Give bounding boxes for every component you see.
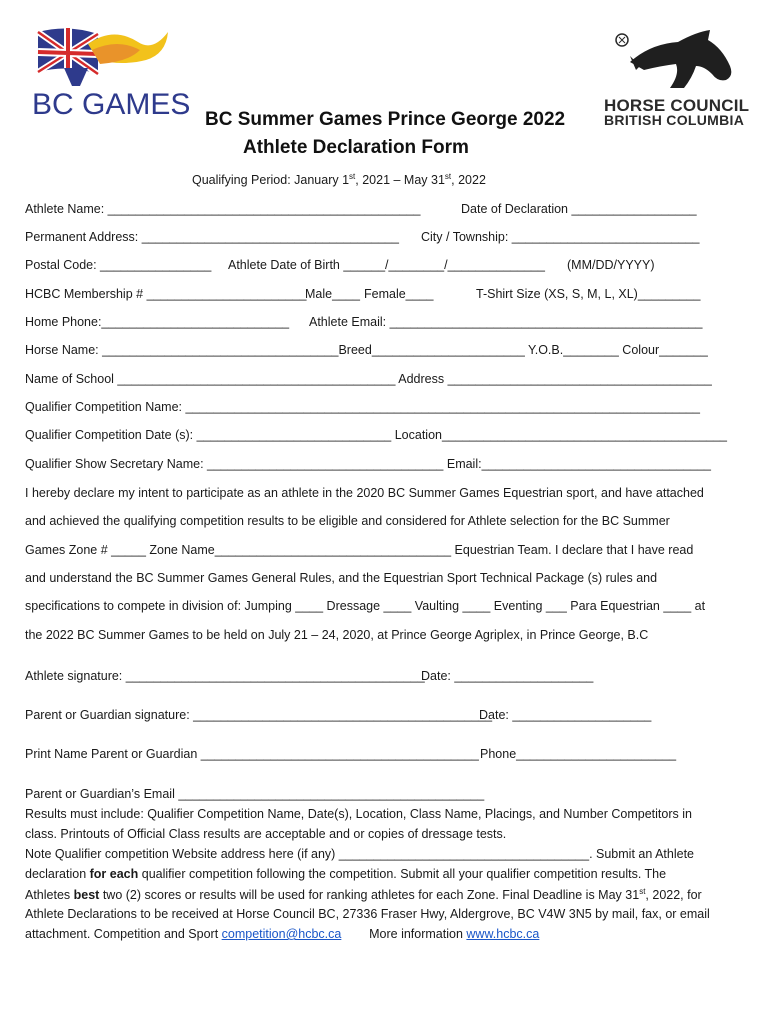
declaration-line: I hereby declare my intent to participate as an athlete in the 2020 BC Summer Games Equestrian sport, and have attached xyxy=(25,486,704,500)
parent-phone-field[interactable]: Phone_______________________ xyxy=(480,747,677,761)
city-township-field[interactable]: City / Township: ___________________________ xyxy=(421,230,700,244)
athlete-signature-date-field[interactable]: Date: ____________________ xyxy=(421,669,594,683)
athlete-email-field[interactable]: Athlete Email: _____________________________________________ xyxy=(309,315,703,329)
hcbc-name-line1: HORSE COUNCIL xyxy=(604,96,750,115)
notes-line: Results must include: Qualifier Competition Name, Date(s), Location, Class Name, Placings, and Number Competitors in xyxy=(25,807,692,821)
postal-code-field[interactable]: Postal Code: ________________ xyxy=(25,258,212,272)
print-name-parent-field[interactable]: Print Name Parent or Guardian ________________________________________ xyxy=(25,747,479,761)
parent-signature-date-field[interactable]: Date: ____________________ xyxy=(479,708,652,722)
notes-line: Athletes best two (2) scores or results will be used for ranking athletes for each Zone. Final Deadline is May 31st, 2022, for xyxy=(25,887,702,903)
declaration-division-line[interactable]: specifications to compete in division of: Jumping ____ Dressage ____ Vaulting ____ Eventing ___ Para Equestrian ____ at xyxy=(25,599,706,613)
female-checkbox-field[interactable]: Female____ xyxy=(364,287,434,301)
notes-line: class. Printouts of Official Class results are acceptable and or copies of dressage tests. xyxy=(25,827,507,841)
hcbc-website-link[interactable]: www.hcbc.ca xyxy=(466,927,540,941)
athlete-signature-field[interactable]: Athlete signature: ___________________________________________ xyxy=(25,669,425,683)
show-secretary-field[interactable]: Qualifier Show Secretary Name: __________________________________ Email:_________________________________ xyxy=(25,457,711,471)
tshirt-size-field[interactable]: T-Shirt Size (XS, S, M, L, XL)_________ xyxy=(476,287,701,301)
hcbc-membership-field[interactable]: HCBC Membership # _______________________ xyxy=(25,287,307,301)
athlete-dob-field[interactable]: Athlete Date of Birth ______/________/______________ xyxy=(228,258,545,272)
male-checkbox-field[interactable]: Male____ xyxy=(305,287,360,301)
horse-council-logo xyxy=(600,26,750,131)
horse-details-field[interactable]: Horse Name: __________________________________Breed______________________ Y.O.B.________ Colour_______ xyxy=(25,343,708,357)
horse-head-icon xyxy=(600,26,750,96)
parent-email-field[interactable]: Parent or Guardian’s Email ____________________________________________ xyxy=(25,787,485,801)
declaration-line: the 2022 BC Summer Games to be held on July 21 – 24, 2020, at Prince George Agriplex, in Prince George, B.C xyxy=(25,628,649,642)
qualifier-date-location-field[interactable]: Qualifier Competition Date (s): ____________________________ Location_________________________________________ xyxy=(25,428,728,442)
dob-format-hint: (MM/DD/YYYY) xyxy=(567,258,655,272)
date-of-declaration-field[interactable]: Date of Declaration __________________ xyxy=(461,202,697,216)
athlete-name-field[interactable]: Athlete Name: _____________________________________________ xyxy=(25,202,421,216)
form-subtitle: Athlete Declaration Form xyxy=(243,137,469,158)
form-title: BC Summer Games Prince George 2022 xyxy=(205,109,566,130)
website-address-field[interactable]: Note Qualifier competition Website address here (if any) ____________________________________. Submit an Athlete xyxy=(25,847,694,861)
notes-contact-line: attachment. Competition and Sport competition@hcbc.ca More information www.hcbc.ca xyxy=(25,927,540,941)
permanent-address-field[interactable]: Permanent Address: _____________________________________ xyxy=(25,230,399,244)
hcbc-name-line2: BRITISH COLUMBIA xyxy=(604,112,745,128)
declaration-zone-line[interactable]: Games Zone # _____ Zone Name__________________________________ Equestrian Team. I declare that I have read xyxy=(25,543,694,557)
qualifying-period: Qualifying Period: January 1st, 2021 – May 31st, 2022 xyxy=(192,172,486,188)
competition-email-link[interactable]: competition@hcbc.ca xyxy=(221,927,342,941)
parent-signature-field[interactable]: Parent or Guardian signature: ___________________________________________ xyxy=(25,708,493,722)
declaration-line: and understand the BC Summer Games General Rules, and the Equestrian Sport Technical Package (s) rules and xyxy=(25,571,658,585)
bc-games-wordmark: BC GAMES xyxy=(32,88,191,121)
home-phone-field[interactable]: Home Phone:___________________________ xyxy=(25,315,290,329)
school-address-field[interactable]: Name of School ________________________________________ Address ______________________________________ xyxy=(25,372,712,386)
notes-line: declaration for each qualifier competition following the competition. Submit all your qualifier competition results. The xyxy=(25,867,667,881)
qualifier-competition-name-field[interactable]: Qualifier Competition Name: __________________________________________________________________________ xyxy=(25,400,700,414)
bc-games-logo xyxy=(28,24,191,124)
notes-line: Athlete Declarations to be received at Horse Council BC, 27336 Fraser Hwy, Aldergrove, BC V4W 3N5 by mail, fax, or email xyxy=(25,907,710,921)
declaration-line: and achieved the qualifying competition results to be eligible and considered for Athlete selection for the BC Summer xyxy=(25,514,670,528)
bc-games-flame-icon xyxy=(28,24,188,94)
